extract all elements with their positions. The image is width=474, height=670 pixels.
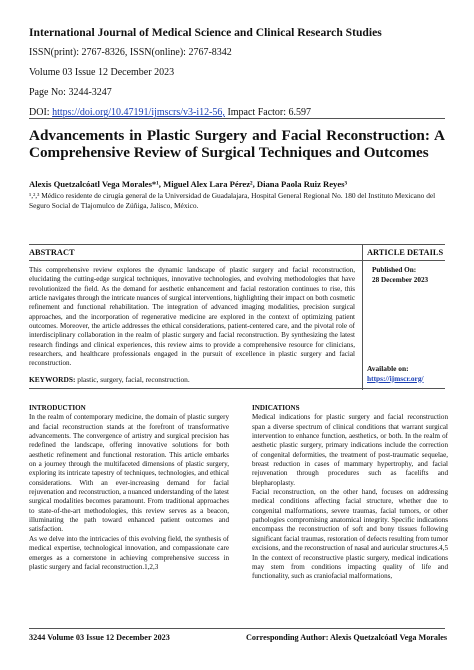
journal-name: International Journal of Medical Science and Clinical Research Studies: [29, 26, 382, 39]
abstract-text: This comprehensive review explores the dynamic landscape of plastic surgery and facial reconstruction, elucidating the cutting-edge surgical techniques, innovative technologies, and evolving methodologies that have revolutionized the field. As the demand for aesthetic enhancement and facial restoration continues to rise, this article navigates through the intricate nuances of surgical interventions, highlighting their impact on both cosmetic refinement and functional rehabilitation. The integration of advanced imaging modalities, precision surgical approaches, and the incorporation of regenerative medicine are explored in the context of optimizing patient outcomes. Moreover, the article addresses the ethical considerations, patient-centered care, and the pivotal role of interdisciplinary collaboration in the realm of plastic surgery and facial reconstruction. By synthesizing the latest research findings and clinical experiences, this review aims to provide a comprehensive resource for clinicians, researchers, and healthcare professionals engaged in the pursuit of excellence in plastic surgery and facial reconstruction.: [29, 266, 355, 368]
issn-line: ISSN(print): 2767-8326, ISSN(online): 2767-8342: [29, 47, 232, 58]
impact-factor: Impact Factor: 6.597: [224, 107, 312, 118]
available-info: [367, 364, 453, 383]
article-details-heading: ARTICLE DETAILS: [367, 248, 444, 257]
article-title: [29, 127, 445, 161]
doi-link[interactable]: https://doi.org/10.47191/ijmscrs/v3-i12-56,: [52, 107, 225, 118]
published-date: 28 December 2023: [372, 275, 429, 284]
title-line-2: Comprehensive Review of Surgical Techniques and Outcomes: [29, 144, 429, 161]
journal-website-link[interactable]: https://ijmscr.org/: [367, 373, 424, 383]
introduction-paragraph: In the realm of contemporary medicine, the domain of plastic surgery and facial reconstruction stands at the forefront of transformative advancements. The convergence of artistry and surgical precision has redefined the landscape, offering innovative solutions for both aesthetic refinement and functional restoration. This article embarks on a journey through the multifaceted dimensions of plastic surgery, exploring its intricate tapestry of techniques, technologies, and ethical considerations. With an ever-increasing demand for facial rejuvenation and reconstruction, a nuanced understanding of the latest surgical modalities becomes paramount. From traditional approaches to state-of-the-art methodologies, this review serves as a beacon, illuminating the path toward enhanced patient outcomes and satisfaction.: [29, 413, 229, 534]
published-info: [372, 266, 452, 285]
journal-header: [29, 26, 449, 127]
available-label: Available on:: [367, 364, 409, 373]
footer-divider: [29, 628, 445, 629]
indications-paragraph: Facial reconstruction, on the other hand, focuses on addressing medical conditions affecting facial structure, whether due to congenital malformations, severe traumas, facial tumors, or other pathologies compromising anatomical integrity. Specific indications encompass the reconstruction of soft and bony tissues following significant facial traumas, restoration of defects resulting from tumor excisions, and the reconstruction of nasal and auricular structures.4,5: [252, 488, 448, 553]
indications-paragraph: In the context of reconstructive plastic surgery, medical indications may stem from conditions impacting quality of life and functionality, such as craniofacial malformations,: [252, 553, 448, 581]
author-list: Alexis Quetzalcóatl Vega Morales*¹, Miguel Alex Lara Pérez², Diana Paola Ruiz Reyes³: [29, 179, 348, 189]
keywords-label: KEYWORDS:: [29, 375, 76, 384]
doi-label: DOI:: [29, 107, 53, 118]
indications-section: [252, 404, 448, 582]
introduction-heading: INTRODUCTION: [29, 404, 86, 412]
volume-line: Volume 03 Issue 12 December 2023: [29, 67, 175, 78]
author-affiliation: ¹,²,³ Médico residente de cirugía general de la Universidad de Guadalajara, Hospital General Regional No. 180 del Instituto Mexicano del Seguro Social de Tlajomulco de Zúñiga, Jalisco, México.: [29, 191, 436, 210]
abstract-heading-divider: [29, 260, 445, 261]
footer-corresponding-author: Corresponding Author: Alexis Quetzalcóatl Vega Morales: [246, 633, 448, 642]
published-label: Published On:: [372, 266, 417, 274]
doi-line: [29, 107, 449, 118]
header-divider: [29, 118, 445, 119]
page-range: Page No: 3244-3247: [29, 87, 112, 98]
keywords-line: [29, 375, 190, 384]
title-line-1: Advancements in Plastic Surgery and Facial Reconstruction: A: [29, 127, 445, 144]
keywords-text: plastic, surgery, facial, reconstruction.: [75, 375, 190, 384]
abstract-heading: ABSTRACT: [29, 248, 75, 257]
indications-heading: INDICATIONS: [252, 404, 300, 412]
footer-page-info: 3244 Volume 03 Issue 12 December 2023: [29, 633, 170, 642]
abstract-bottom-divider: [29, 388, 445, 389]
abstract-top-divider: [29, 244, 445, 245]
column-divider: [362, 244, 363, 390]
indications-paragraph: Medical indications for plastic surgery and facial reconstruction span a diverse spectrum of clinical conditions that warrant surgical intervention to enhance function, aesthetics, or both. In the realm of aesthetic plastic surgery, primary indications include the correction of congenital deformities, the treatment of post-traumatic sequelae, breast reduction in cases of mammary hypertrophy, and facial rejuvenation through procedures such as facelifts and blepharoplasty.: [252, 413, 448, 487]
introduction-section: [29, 404, 229, 572]
introduction-paragraph: As we delve into the intricacies of this evolving field, the synthesis of medical expertise, technological innovation, and compassionate care emerges as a cornerstone in achieving comprehensive success in plastic surgery and facial reconstruction.1,2,3: [29, 534, 229, 571]
